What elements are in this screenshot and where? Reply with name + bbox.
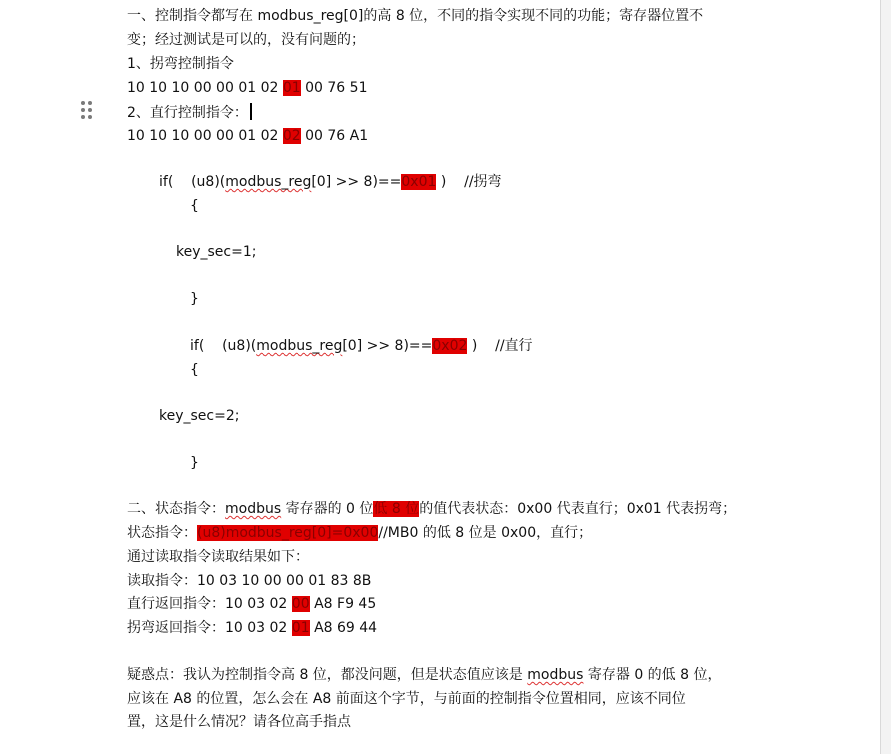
code-brace-open-2: { [190, 362, 199, 378]
read-command-line: 读取指令：10 03 10 00 00 01 83 8B [127, 573, 372, 589]
highlight-byte: 01 [282, 80, 301, 96]
paragraph-1-line-2: 变；经过测试是可以的，没有问题的； [127, 32, 365, 48]
status-command-line: 状态指令：(u8)modbus_reg[0]=0x00//MB0 的低 8 位是 0x00，直行； [127, 525, 593, 541]
paragraph-1-line-1: 一、控制指令都写在 modbus_reg[0]的高 8 位，不同的指令实现不同的功能；寄存器位置不 [127, 8, 704, 24]
status-paragraph-line-1: 二、状态指令：modbus 寄存器的 0 位低 8 位的值代表状态：0x00 代表直行；0x01 代表拐弯； [127, 501, 737, 517]
question-line-3: 置，这是什么情况？请各位高手指点 [127, 714, 351, 730]
question-line-1: 疑惑点：我认为控制指令高 8 位，都没问题，但是状态值应该是 modbus 寄存器 0 的低 8 位， [127, 667, 722, 683]
code-if-turn: if( (u8)(modbus_reg[0] >> 8)==0x01 ) //拐弯 [159, 174, 502, 190]
straight-return-line: 直行返回指令：10 03 02 00 A8 F9 45 [127, 596, 377, 612]
turn-command-bytes: 10 10 10 00 00 01 02 01 00 76 51 [127, 80, 368, 96]
code-brace-open-1: { [190, 198, 199, 214]
code-brace-close-2: } [190, 455, 199, 471]
highlight-code: (u8)modbus_reg[0]=0x00 [197, 525, 379, 541]
highlight-code: 0x02 [432, 338, 468, 354]
turn-return-line: 拐弯返回指令：10 03 02 01 A8 69 44 [127, 620, 378, 636]
highlight-code: 0x01 [401, 174, 437, 190]
code-if-straight: if( (u8)(modbus_reg[0] >> 8)==0x02 ) //直行 [190, 338, 533, 354]
highlight-byte: 02 [282, 128, 301, 144]
highlight-byte: 01 [291, 620, 310, 636]
code-key-sec-2: key_sec=2; [159, 408, 240, 424]
text-cursor [250, 103, 252, 120]
straight-command-bytes: 10 10 10 00 00 01 02 02 00 76 A1 [127, 128, 369, 144]
code-key-sec-1: key_sec=1; [176, 244, 257, 260]
read-result-intro: 通过读取指令读取结果如下： [127, 549, 309, 565]
question-line-2: 应该在 A8 的位置，怎么会在 A8 前面这个字节，与前面的控制指令位置相同，应该不同位 [127, 691, 686, 707]
highlight-byte: 00 [291, 596, 310, 612]
straight-command-heading: 2、直行控制指令： [127, 103, 252, 122]
highlight-text: 低 8 位 [373, 501, 420, 517]
turn-command-heading: 1、拐弯控制指令 [127, 56, 234, 72]
drag-handle-icon[interactable] [80, 101, 94, 121]
scrollbar[interactable] [880, 0, 891, 754]
code-brace-close-1: } [190, 291, 199, 307]
